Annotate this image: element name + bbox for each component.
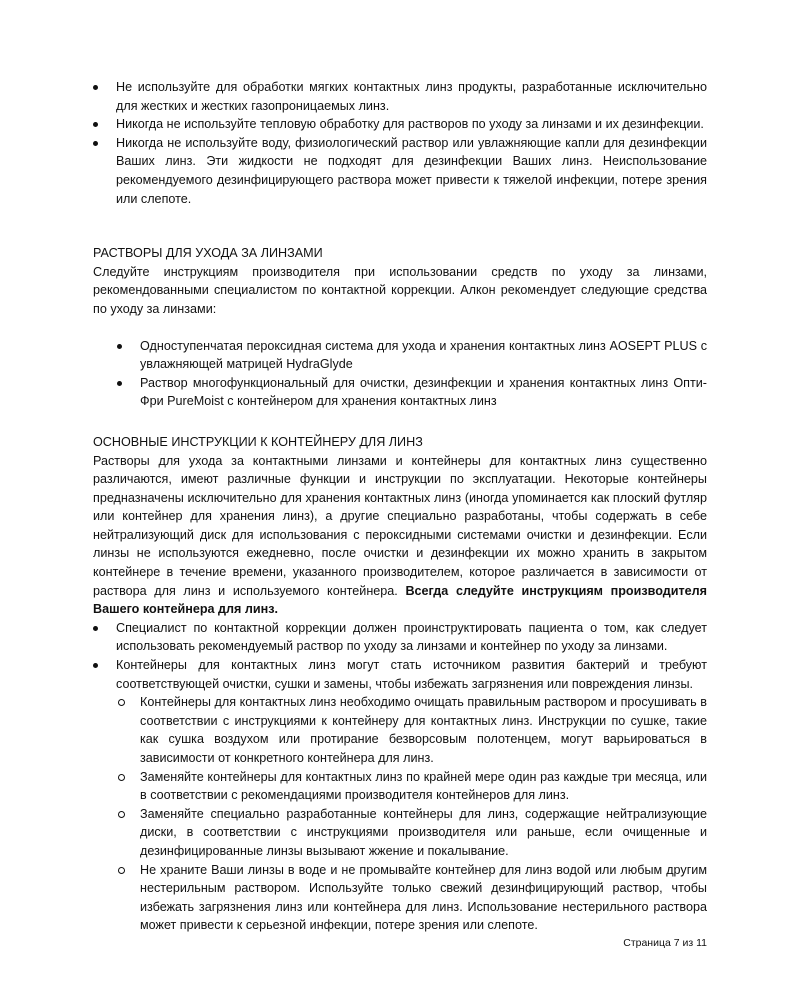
bullet-icon <box>93 122 98 127</box>
sub-bullet-text: Контейнеры для контактных линз необходимо очищать правильным раствором и просушивать в соответствии с инструкциями к контейнеру для контактных линз. Инструкции по сушке, такие как сушка воздухом или протирание безворсовым полотенцем, могут варьироваться в зависимости от конкретного контейнера для линз. <box>140 695 707 765</box>
sub-bullet-text: Заменяйте контейнеры для контактных линз по крайней мере один раз каждые три месяца, или в соответствии с рекомендациями производителя контейнеров для линз. <box>140 769 707 803</box>
paragraph-bold-text: Всегда следуйте инструкциям производителя Вашего контейнера для линз. <box>93 583 707 617</box>
sub-bullet-text: Не храните Ваши линзы в воде и не промывайте контейнер для линз водой или любым другим нестерильным раствором. Используйте только свежий дезинфицирующий раствор, чтобы избежать загрязнения линз или контейнера для линз. Использование нестерильного раствора может привести к серьезной инфекции, потере зрения или слепоте. <box>140 862 707 933</box>
bullet-icon <box>117 381 122 386</box>
bullet-text: Контейнеры для контактных линз могут стать источником развития бактерий и требуют соответствующей очистки, сушки и замены, чтобы избежать загрязнения или повреждения линзы. <box>116 658 707 691</box>
container-sub-bullet-list <box>93 693 707 935</box>
recommended-products-list <box>93 337 707 411</box>
bullet-text: Не используйте для обработки мягких контактных линз продукты, разработанные исключительно для жестких и жестких газопроницаемых линз. <box>116 80 707 113</box>
list-item <box>93 337 707 374</box>
section-heading-container: ОСНОВНЫЕ ИНСТРУКЦИИ К КОНТЕЙНЕРУ ДЛЯ ЛИНЗ <box>93 434 423 449</box>
circle-bullet-icon <box>118 699 125 706</box>
spacer <box>93 319 707 337</box>
paragraph-text: Растворы для ухода за контактными линзами и контейнеры для контактных линз существенно различаются, имеют различные функции и инструкции по эксплуатации. Некоторые контейнеры предназначены исключительно для хранения контактных линз (иногда упоминается как плоский футляр или контейнер для хранения линз), а другие специально разработаны, чтобы содержать в себе нейтрализующий диск для использования с пероксидными системами очистки и дезинфекции. Если линзы не используются ежедневно, после очистки и дезинфекции их можно хранить в закрытом контейнере в течение времени, указанного производителем, которое различается в зависимости от раствора для линз и используемого контейнера. <box>93 453 707 598</box>
container-bullet-list <box>93 619 707 693</box>
bullet-icon <box>93 663 98 668</box>
section-container-paragraph <box>93 452 707 619</box>
list-item <box>93 805 707 861</box>
bullet-icon <box>93 141 98 146</box>
top-bullet-list <box>93 78 707 208</box>
document-page <box>93 78 707 935</box>
page-number: Страница 7 из 11 <box>623 937 707 949</box>
list-item <box>93 134 707 208</box>
bullet-text: Раствор многофункциональный для очистки, дезинфекции и хранения контактных линз Опти-Фри PureMoist с контейнером для хранения контактных линз <box>140 375 707 409</box>
circle-bullet-icon <box>118 774 125 781</box>
circle-bullet-icon <box>118 867 125 874</box>
section-heading-care-solutions: РАСТВОРЫ ДЛЯ УХОДА ЗА ЛИНЗАМИ <box>93 246 323 261</box>
list-item <box>93 768 707 805</box>
bullet-icon <box>117 344 122 349</box>
list-item <box>93 78 707 115</box>
bullet-icon <box>93 626 98 631</box>
spacer <box>93 208 707 244</box>
section-intro-paragraph: Следуйте инструкциям производителя при использовании средств по уходу за линзами, рекомендованными специалистом по контактной коррекции. Алкон рекомендует следующие средства по уходу за линзами: <box>93 264 707 316</box>
bullet-text: Одноступенчатая пероксидная система для ухода и хранения контактных линз AOSEPT PLUS с увлажняющей матрицей HydraGlyde <box>140 338 707 372</box>
spacer <box>93 411 707 433</box>
list-item <box>93 861 707 935</box>
bullet-text: Никогда не используйте тепловую обработку для растворов по уходу за линзами и их дезинфекции. <box>116 117 704 132</box>
sub-bullet-text: Заменяйте специально разработанные контейнеры для линз, содержащие нейтрализующие диски, в соответствии с инструкциями производителя или раньше, если очищенные и дезинфицированные линзы вызывают жжение и покалывание. <box>140 806 707 858</box>
bullet-icon <box>93 85 98 90</box>
list-item <box>93 693 707 767</box>
circle-bullet-icon <box>118 811 125 818</box>
list-item <box>93 374 707 411</box>
list-item <box>93 656 707 693</box>
list-item <box>93 619 707 656</box>
bullet-text: Никогда не используйте воду, физиологический раствор или увлажняющие капли для дезинфекции Ваших линз. Эти жидкости не подходят для дезинфекции Ваших линз. Неиспользование рекомендуемого дезинфицирующего раствора может привести к тяжелой инфекции, потере зрения или слепоте. <box>116 135 707 206</box>
list-item <box>93 115 707 134</box>
bullet-text: Специалист по контактной коррекции должен проинструктировать пациента о том, как следует использовать рекомендуемый раствор по уходу за линзами и контейнер по уходу за линзами. <box>116 620 707 654</box>
